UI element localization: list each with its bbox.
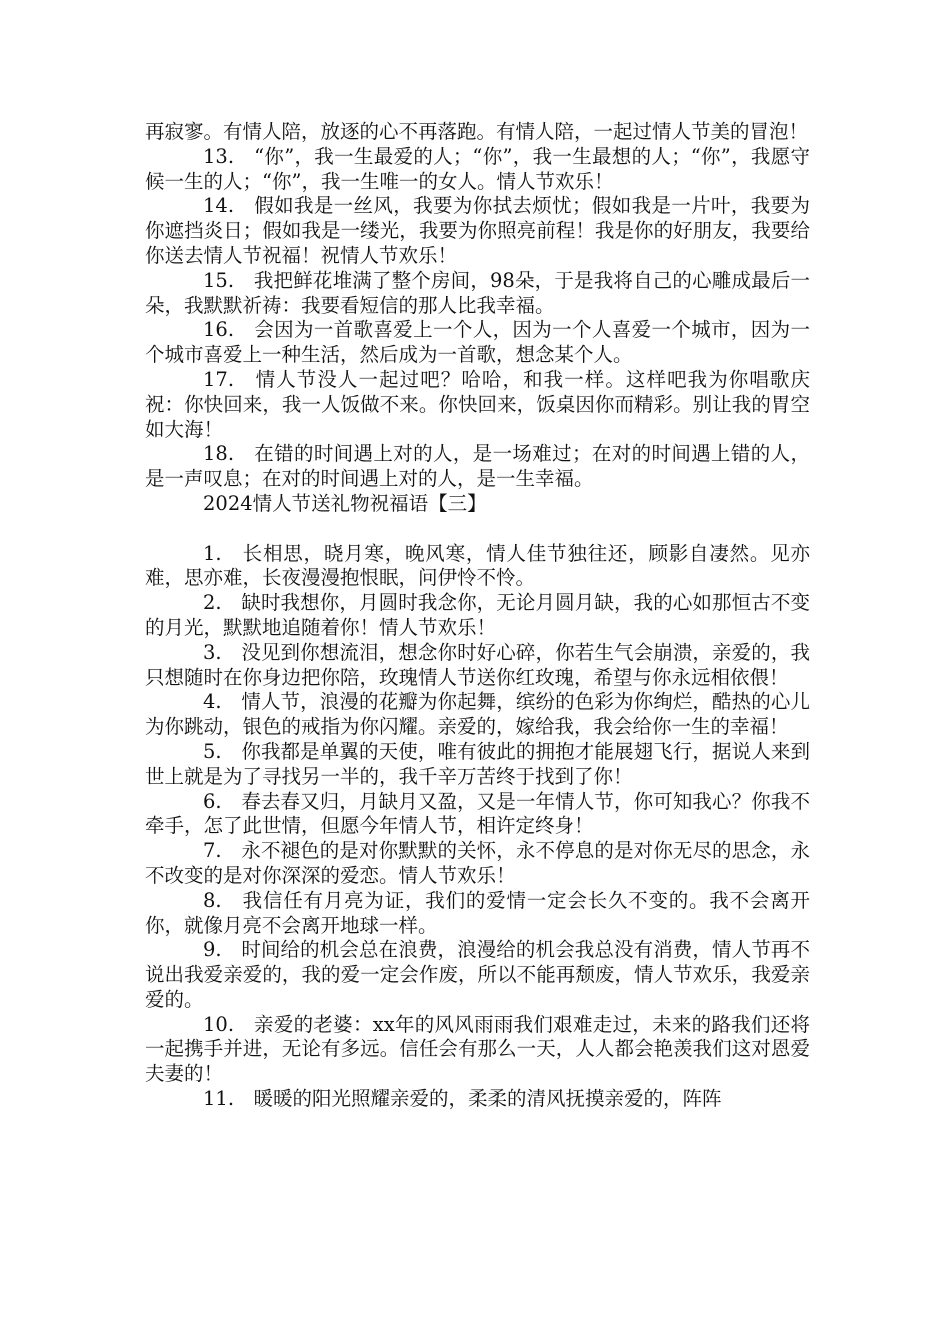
paragraph-item-14: 14. 假如我是一丝风，我要为你拭去烦忧；假如我是一片叶，我要为你遮挡炎日；假如我是一缕光，我要为你照亮前程！我是你的好朋友，我要给你送去情人节祝福！祝情人节欢乐！ (145, 194, 810, 267)
paragraph-item-13: 13. “你”，我一生最爱的人；“你”，我一生最想的人；“你”，我愿守候一生的人；“你”，我一生唯一的女人。情人节欢乐！ (145, 144, 810, 193)
paragraph-item-18: 18. 在错的时间遇上对的人，是一场难过；在对的时间遇上错的人，是一声叹息；在对的时间遇上对的人，是一生幸福。 (145, 442, 810, 491)
paragraph-item-3: 3. 没见到你想流泪，想念你时好心碎，你若生气会崩溃，亲爱的，我只想随时在你身边把你陪，玫瑰情人节送你红玫瑰，希望与你永远相依偎！ (145, 640, 810, 689)
paragraph-continuation: 再寂寥。有情人陪，放逐的心不再落跑。有情人陪，一起过情人节美的冒泡！ (145, 120, 809, 143)
paragraph-item-9: 9. 时间给的机会总在浪费，浪漫给的机会我总没有消费，情人节再不说出我爱亲爱的，我的爱一定会作废，所以不能再颓废，情人节欢乐，我爱亲爱的。 (145, 938, 810, 1011)
paragraph-item-15: 15. 我把鲜花堆满了整个房间，98朵，于是我将自己的心雕成最后一朵，我默默祈祷：我要看短信的那人比我幸福。 (145, 268, 810, 317)
paragraph-item-6: 6. 春去春又归，月缺月又盈，又是一年情人节，你可知我心？你我不牵手，怎了此世情，但愿今年情人节，相许定终身！ (145, 789, 810, 838)
paragraph-item-8: 8. 我信任有月亮为证，我们的爱情一定会长久不变的。我不会离开你，就像月亮不会离开地球一样。 (145, 888, 810, 937)
paragraph-item-10: 10. 亲爱的老婆：xx年的风风雨雨我们艰难走过，未来的路我们还将一起携手并进，无论有多远。信任会有那么一天，人人都会艳羡我们这对恩爱夫妻的！ (145, 1012, 810, 1086)
section-heading: 2024情人节送礼物祝福语【三】 (203, 491, 487, 515)
document-body (145, 120, 810, 1112)
paragraph-item-11: 11. 暖暖的阳光照耀亲爱的，柔柔的清风抚摸亲爱的，阵阵 (203, 1087, 722, 1111)
blank-line (145, 517, 810, 542)
paragraph-item-17: 17. 情人节没人一起过吧？哈哈，和我一样。这样吧我为你唱歌庆祝：你快回来，我一人饭做不来。你快回来，饭桌因你而精彩。别让我的胃空如大海！ (145, 367, 810, 441)
paragraph-item-1: 1. 长相思，晓月寒，晚风寒，情人佳节独往还，顾影自凄然。见亦难，思亦难，长夜漫漫抱恨眠，问伊怜不怜。 (145, 541, 810, 590)
paragraph-item-5: 5. 你我都是单翼的天使，唯有彼此的拥抱才能展翅飞行，据说人来到世上就是为了寻找另一半的，我千辛万苦终于找到了你！ (145, 739, 810, 788)
paragraph-item-4: 4. 情人节，浪漫的花瓣为你起舞，缤纷的色彩为你绚烂，酷热的心儿为你跳动，银色的戒指为你闪耀。亲爱的，嫁给我，我会给你一生的幸福！ (145, 690, 810, 739)
paragraph-item-2: 2. 缺时我想你，月圆时我念你，无论月圆月缺，我的心如那恒古不变的月光，默默地追随着你！情人节欢乐！ (145, 591, 810, 639)
paragraph-item-16: 16. 会因为一首歌喜爱上一个人，因为一个人喜爱一个城市，因为一个城市喜爱上一种生活，然后成为一首歌，想念某个人。 (145, 318, 810, 367)
paragraph-item-7: 7. 永不褪色的是对你默默的关怀，永不停息的是对你无尽的思念，永不改变的是对你深深的爱恋。情人节欢乐！ (145, 839, 810, 887)
